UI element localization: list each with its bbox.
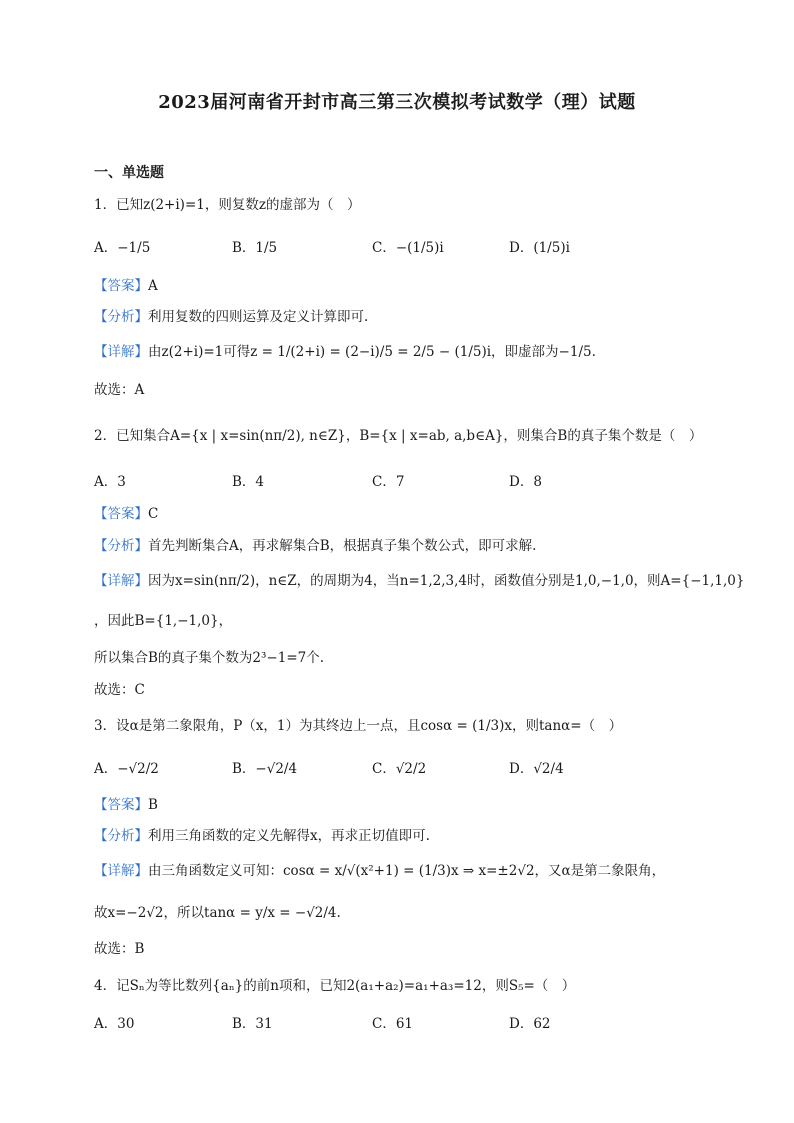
q3-detail-2: 故x=−2√2，所以tanα = y/x = −√2/4. [94,905,341,921]
answer-tag: 【答案】 [94,506,148,522]
q3-answer-row [94,793,158,813]
q3-option-b: B．−√2/4 [232,761,298,777]
q2-answer: C [148,506,159,522]
q3-analysis-row [94,824,430,844]
detail-tag: 【详解】 [94,863,148,879]
q1-choose-row [94,378,144,398]
q3-option-d: D．√2/4 [509,761,564,777]
q3-answer: B [148,797,158,813]
q1-choose: A [134,382,145,398]
q1-option-c: C．−(1/5)i [372,240,444,256]
choose-label: 故选： [94,682,135,698]
q3-option-a: A．−√2/2 [94,761,159,777]
answer-tag: 【答案】 [94,278,148,294]
q1-stem: 1．已知z(2+i)=1，则复数z的虚部为（ ） [94,197,361,213]
q2-choose-row [94,678,145,698]
q1-answer: A [148,278,158,294]
q1-detail-row [94,340,596,360]
q1-option-a: A．−1/5 [94,240,151,256]
q2-analysis: 首先判断集合A，再求解集合B，根据真子集个数公式，即可求解. [148,538,537,554]
q3-option-c: C．√2/2 [372,761,427,777]
q2-detail-3: 所以集合B的真子集个数为2³−1=7个. [94,650,325,666]
q2-option-c: C．7 [372,474,405,490]
q1-detail: 由z(2+i)=1可得z = 1/(2+i) = (2−i)/5 = 2/5 − (1/5)i，即虚部为−1/5. [148,344,596,360]
q2-detail-1: 因为x=sin(nπ/2)，n∈Z，的周期为4，当n=1,2,3,4时，函数值分别是1,0,−1,0，则A={−1,1,0} [148,573,745,589]
q4-option-a: A．30 [94,1016,135,1032]
q1-analysis-row [94,305,368,325]
q1-option-b: B．1/5 [232,240,278,256]
choose-label: 故选： [94,382,135,398]
q3-choose-row [94,937,144,957]
q4-option-b: B．31 [232,1016,273,1032]
q2-detail-2: ，因此B={1,−1,0}， [94,613,233,629]
detail-tag: 【详解】 [94,573,148,589]
q2-option-b: B．4 [232,474,265,490]
q4-stem: 4．记Sₙ为等比数列{aₙ}的前n项和，已知2(a₁+a₂)=a₁+a₃=12，则S₅=（ ） [94,978,576,994]
q2-stem: 2．已知集合A={x | x=sin(nπ/2), n∈Z}，B={x | x=ab, a,b∈A}，则集合B的真子集个数是（ ） [94,428,703,444]
analysis-tag: 【分析】 [94,538,148,554]
detail-tag: 【详解】 [94,344,148,360]
q4-option-d: D．62 [509,1016,551,1032]
q2-analysis-row [94,534,536,554]
q3-stem: 3．设α是第二象限角，P（x，1）为其终边上一点，且cosα = (1/3)x，则tanα=（ ） [94,718,623,734]
q4-option-c: C．61 [372,1016,414,1032]
choose-label: 故选： [94,941,135,957]
q3-detail-1: 由三角函数定义可知：cosα = x/√(x²+1) = (1/3)x ⇒ x=±2√2，又α是第二象限角， [148,863,666,879]
q1-analysis: 利用复数的四则运算及定义计算即可. [148,309,369,325]
q1-option-d: D．(1/5)i [509,240,570,256]
q2-answer-row [94,502,158,522]
q3-detail-row [94,859,665,879]
q3-analysis: 利用三角函数的定义先解得x，再求正切值即可. [148,828,430,844]
document-title: 2023届河南省开封市高三第三次模拟考试数学（理）试题 [158,92,636,113]
section-heading: 一、单选题 [94,165,164,181]
q2-option-d: D．8 [509,474,542,490]
q2-choose: C [134,682,145,698]
analysis-tag: 【分析】 [94,309,148,325]
q2-detail-row [94,569,744,589]
answer-tag: 【答案】 [94,797,148,813]
q3-choose: B [134,941,145,957]
analysis-tag: 【分析】 [94,828,148,844]
q2-option-a: A．3 [94,474,126,490]
q1-answer-row [94,274,158,294]
